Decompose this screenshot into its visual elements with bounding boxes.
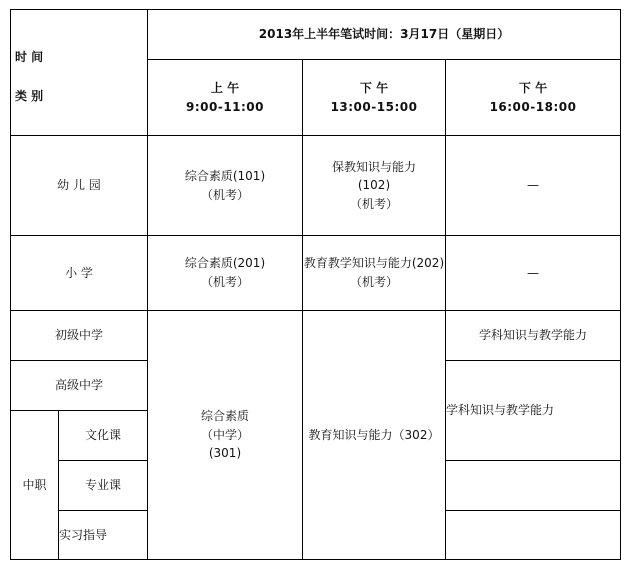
row-label-primary: 小 学 [11, 236, 148, 311]
row-label-vocational: 中职 [11, 411, 59, 560]
slot-1-period: 上 午 [210, 80, 240, 95]
secondary-slot-2: 教育知识与能力（302） [303, 311, 446, 560]
exam-time-title: 2013年上半年笔试时间：3月17日（星期日） [148, 10, 621, 60]
slot-1-time: 9:00-11:00 [185, 99, 265, 114]
kindergarten-slot-3: — [446, 136, 621, 236]
kindergarten-slot-2 [303, 136, 446, 236]
kindergarten-slot-1 [148, 136, 303, 236]
kindergarten-slot-2-code: (102) [357, 178, 391, 193]
vocational-professional-slot-3 [446, 461, 621, 511]
kindergarten-slot-2-mode: （机考） [349, 196, 398, 211]
vocational-sub-culture: 文化课 [59, 411, 148, 461]
kindergarten-slot-1-subject: 综合素质(101) [184, 168, 266, 183]
slot-2-time: 13:00-15:00 [330, 99, 418, 114]
header-corner-cell [11, 10, 148, 136]
primary-slot-2 [303, 236, 446, 311]
kindergarten-slot-1-mode: （机考） [200, 187, 249, 202]
secondary-slot-1-code: (301) [208, 446, 242, 461]
primary-slot-2-subject: 教育教学知识与能力(202) [303, 256, 445, 271]
row-label-junior-high: 初级中学 [11, 311, 148, 361]
secondary-slot-1-subject: 综合素质 [200, 409, 249, 424]
slot-3-period: 下 午 [518, 80, 548, 95]
junior-high-slot-3: 学科知识与教学能力 [446, 311, 621, 361]
slot-3-time: 16:00-18:00 [489, 99, 577, 114]
primary-slot-1-mode: （机考） [200, 275, 249, 289]
corner-category-label: 类 别 [15, 89, 44, 103]
slot-header-2 [303, 60, 446, 136]
secondary-slot-1 [148, 311, 303, 560]
primary-slot-1 [148, 236, 303, 311]
primary-slot-1-subject: 综合素质(201) [184, 256, 266, 271]
primary-slot-2-mode: （机考） [349, 275, 398, 289]
secondary-slot-1-level: （中学） [200, 427, 249, 442]
row-label-kindergarten: 幼 儿 园 [11, 136, 148, 236]
senior-high-slot-3: 学科知识与教学能力 [446, 361, 621, 461]
primary-slot-3: — [446, 236, 621, 311]
kindergarten-slot-2-subject: 保教知识与能力 [331, 159, 416, 174]
slot-2-period: 下 午 [359, 80, 389, 95]
exam-schedule-table [10, 9, 621, 560]
vocational-sub-professional: 专业课 [59, 461, 148, 511]
vocational-sub-internship: 实习指导 [59, 511, 148, 560]
corner-time-label: 时 间 [15, 50, 44, 64]
slot-header-1 [148, 60, 303, 136]
slot-header-3 [446, 60, 621, 136]
vocational-internship-slot-3 [446, 511, 621, 560]
row-label-senior-high: 高级中学 [11, 361, 148, 411]
